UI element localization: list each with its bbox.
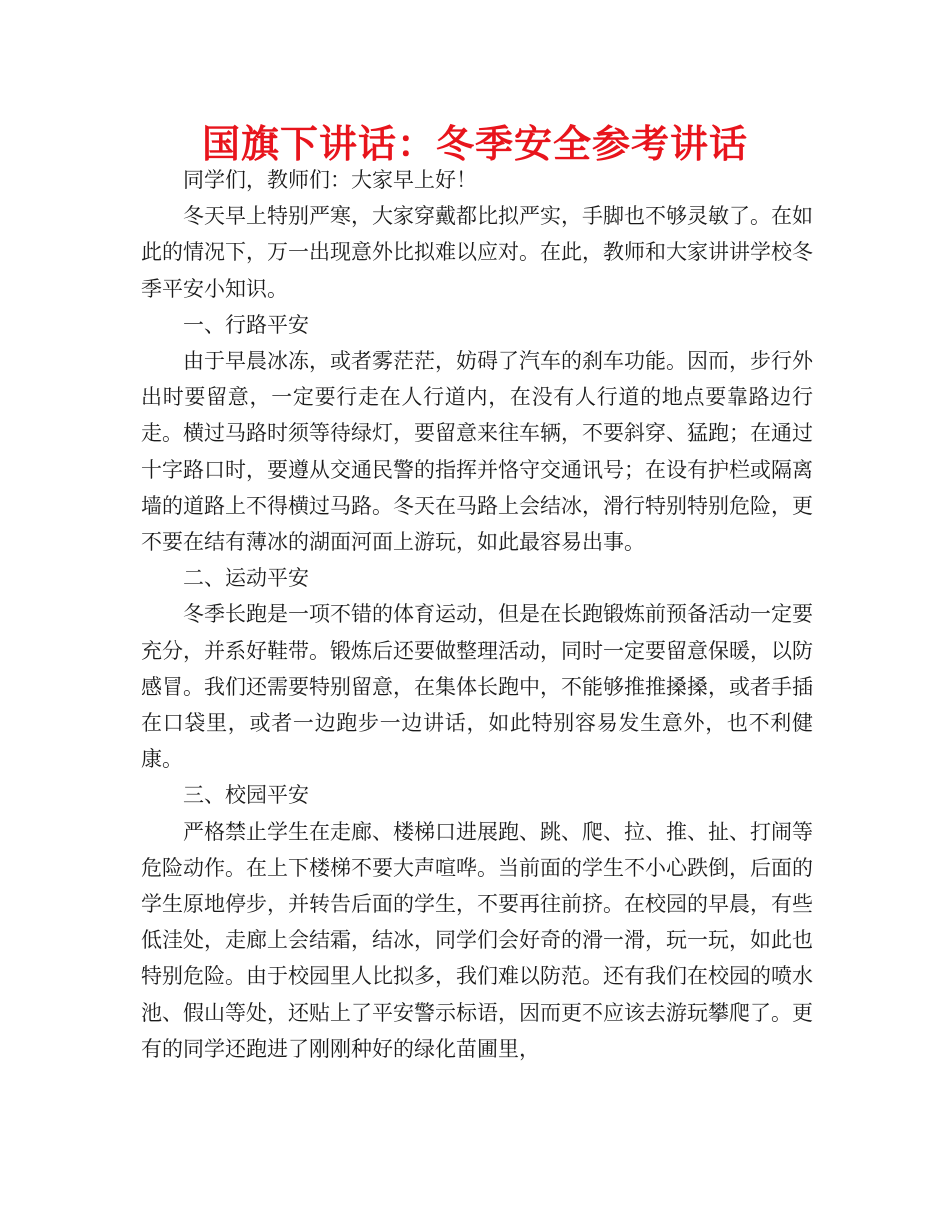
- road-safety-paragraph: 由于早晨冰冻，或者雾茫茫，妨碍了汽车的刹车功能。因而，步行外出时要留意，一定要行走在人行道内，在没有人行道的地点要靠路边行走。横过马路时须等待绿灯，要留意来往车辆，不要斜穿、猛跑；在通过十字路口时，要遵从交通民警的指挥并恪守交通讯号；在设有护栏或隔离墙的道路上不得横过马路。冬天在马路上会结冰，滑行特别特别危险，更不要在结有薄冰的湖面河面上游玩，如此最容易出事。: [141, 349, 813, 555]
- section-heading-sports-safety: 二、运动平安: [183, 566, 309, 591]
- campus-safety-paragraph: 严格禁止学生在走廊、楼梯口进展跑、跳、爬、拉、推、扯、打闹等危险动作。在上下楼梯不要大声喧哗。当前面的学生不小心跌倒，后面的学生原地停步，并转告后面的学生，不要再往前挤。在校园的早晨，有些低洼处，走廊上会结霜，结冰，同学们会好奇的滑一滑，玩一玩，如此也特别危险。由于校园里人比拟多，我们难以防范。还有我们在校园的喷水池、假山等处，还贴上了平安警示标语，因而更不应该去游玩攀爬了。更有的同学还跑进了刚刚种好的绿化苗圃里，: [141, 819, 813, 1061]
- section-heading-road-safety: 一、行路平安: [183, 312, 309, 337]
- sports-safety-paragraph: 冬季长跑是一项不错的体育运动，但是在长跑锻炼前预备活动一定要充分，并系好鞋带。锻炼后还要做整理活动，同时一定要留意保暖，以防感冒。我们还需要特别留意，在集体长跑中，不能够推推搡搡，或者手插在口袋里，或者一边跑步一边讲话，如此特别容易发生意外，也不利健康。: [141, 602, 813, 772]
- intro-paragraph: 冬天早上特别严寒，大家穿戴都比拟严实，手脚也不够灵敏了。在如此的情况下，万一出现意外比拟难以应对。在此，教师和大家讲讲学校冬季平安小知识。: [141, 204, 813, 301]
- document-title: 国旗下讲话：冬季安全参考讲话: [201, 122, 748, 166]
- section-heading-campus-safety: 三、校园平安: [183, 783, 309, 808]
- greeting-paragraph: 同学们，教师们：大家早上好！: [183, 168, 477, 192]
- document-body: [141, 162, 813, 1067]
